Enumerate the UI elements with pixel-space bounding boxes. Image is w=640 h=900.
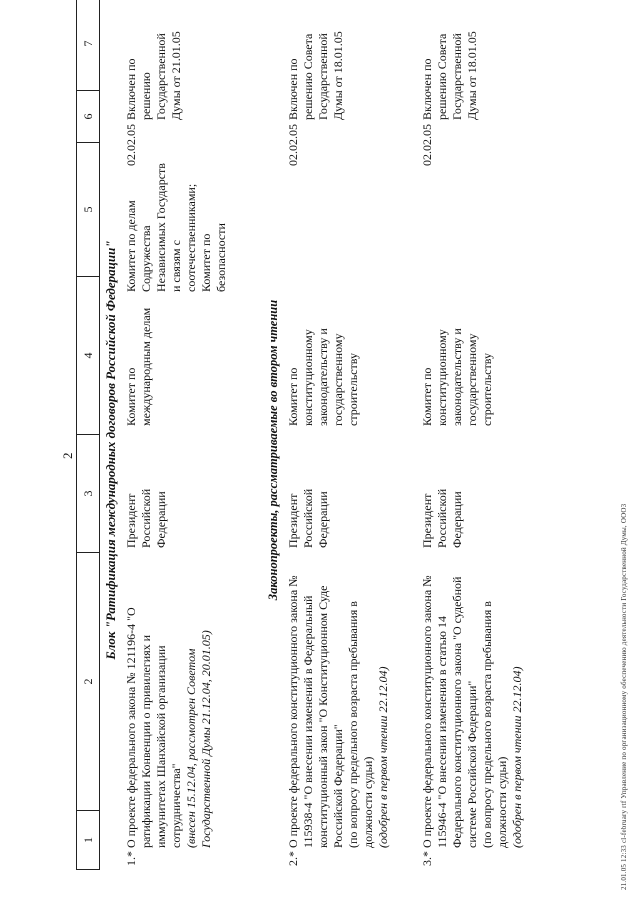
row-1-initiator: Президент Российской Федерации [124,488,168,548]
row-2-title: О проекте федерального конституционного закона № 115938-4 "О внесении изменений в Федеральный конституционный закон "О Конституционном Суде Российской Федерации" [286,575,345,848]
row-1-co-committees: Комитет по делам Содружества Независимых Государств и связям с соотечественниками; Комитет по безопасности [124,163,228,292]
page-number: 2 [60,452,75,459]
row-1-title: О проекте федерального закона № 121196-4 "О ратификации Конвенции о привилегиях и иммунитетах Шанхайской организации сотрудничества" [124,607,183,848]
row-2-number: 2.* [286,851,300,866]
section-title: Законопроекты, рассматриваемые во втором чтении [266,299,280,601]
column-header-6: 6 [77,91,99,143]
column-header-7: 7 [77,0,99,91]
column-header-2: 2 [77,553,99,811]
row-3-number: 3.* [420,851,434,866]
row-3-title: О проекте федерального конституционного закона № 115946-4 "О внесении изменения в статью 14 Федерального конституционного закона "О судебной системе Российской Федерации" [420,575,479,848]
column-header-1: 1 [81,837,95,843]
row-2-subject: (по вопросу предельного возраста пребывания в должности судьи) [346,601,375,848]
column-header-3: 3 [77,435,99,553]
row-1-number: 1.* [124,851,138,866]
row-2-committee: Комитет по конституционному законодательству и государственному строительству [286,328,360,426]
block-title: Блок "Ратификация международных договоров Российской Федерации" [103,240,118,660]
column-header-5: 5 [77,143,99,277]
column-header-4: 4 [77,277,99,435]
row-1-note: (внесен 15.12.04, рассмотрен Советом Государственной Думы 21.12.04, 20.01.05) [184,630,213,848]
row-3-date: 02.02.05 [420,124,434,166]
row-1-status: Включен по решению Государственной Думы от 21.01.05 [124,31,183,120]
row-3-subject: (по вопросу предельного возраста пребывания в должности судьи) [480,601,509,848]
row-3-status: Включен по решению Совета Государственной Думы от 18.01.05 [420,31,479,120]
column-header-row [76,0,100,870]
row-3-initiator: Президент Российской Федерации [420,488,464,548]
row-3-note: (одобрен в первом чтении 22.12.04) [510,666,524,848]
row-2-initiator: Президент Российской Федерации [286,488,330,548]
row-2-status: Включен по решению Совета Государственной Думы от 18.01.05 [286,31,345,120]
row-2-date: 02.02.05 [286,124,300,166]
row-3-committee: Комитет по конституционному законодательству и государственному строительству [420,328,494,426]
row-1-date: 02.02.05 [124,124,138,166]
row-2-note: (одобрен в первом чтении 22.12.04) [376,666,390,848]
row-1-committee: Комитет по международным делам [124,307,153,426]
footer-text: 21.01.05 12:33 cl-february rtf Управление по организационному обеспечению деятельности Государственной Думы, ООО3 [620,503,628,890]
